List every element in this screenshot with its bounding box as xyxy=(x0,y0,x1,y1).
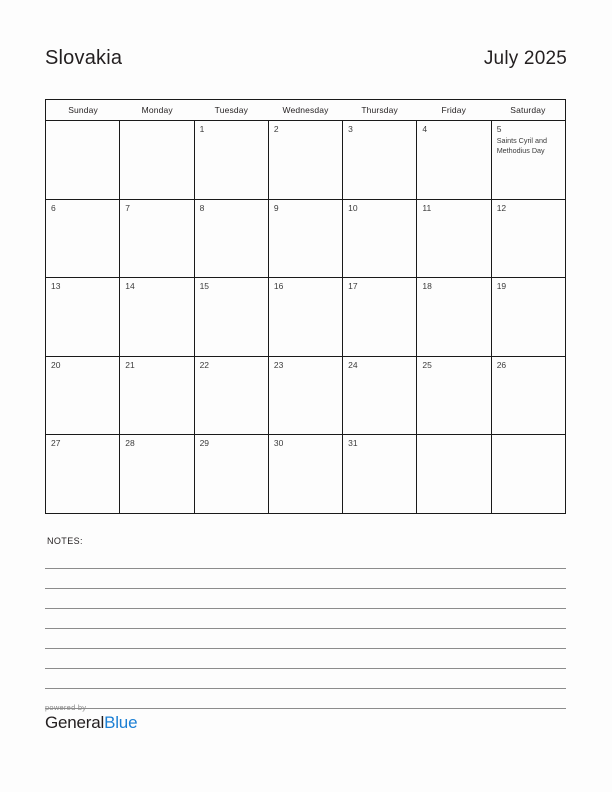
calendar-week-row xyxy=(46,435,565,513)
weekday-label: Wednesday xyxy=(282,105,329,115)
day-event-label: Saints Cyril and Methodius Day xyxy=(496,135,548,155)
day-number: 21 xyxy=(125,359,135,370)
weekday-label: Tuesday xyxy=(214,105,249,115)
calendar-week-row xyxy=(46,121,565,200)
day-number: 12 xyxy=(496,202,507,213)
day-number: 10 xyxy=(348,202,358,213)
day-number: 30 xyxy=(273,438,284,448)
calendar-day-cell[interactable] xyxy=(269,121,343,199)
notes-line[interactable] xyxy=(45,549,566,569)
calendar-day-cell[interactable] xyxy=(343,200,417,278)
day-number: 20 xyxy=(51,359,61,370)
calendar-day-cell[interactable] xyxy=(417,357,491,435)
calendar-day-cell[interactable] xyxy=(46,357,120,435)
day-number: 13 xyxy=(51,281,61,291)
calendar-week-row xyxy=(46,200,565,279)
day-number: 17 xyxy=(348,281,358,291)
calendar-day-cell[interactable] xyxy=(269,357,343,435)
calendar-day-cell-holiday[interactable] xyxy=(492,121,565,199)
weekday-header-wednesday xyxy=(268,100,342,120)
weekday-label: Monday xyxy=(141,105,173,115)
day-number: 1 xyxy=(199,124,205,134)
calendar-day-cell[interactable] xyxy=(120,278,194,356)
weekday-header-row xyxy=(46,100,565,121)
calendar-day-cell[interactable] xyxy=(492,200,565,278)
calendar-location-title: Slovakia xyxy=(45,47,123,69)
day-number: 29 xyxy=(199,438,210,448)
day-number: 16 xyxy=(273,281,284,291)
calendar-day-cell[interactable] xyxy=(46,435,120,513)
calendar-day-cell[interactable] xyxy=(46,121,120,199)
footer-branding xyxy=(45,703,137,732)
day-number: 31 xyxy=(348,438,358,448)
day-number: 9 xyxy=(273,202,279,213)
day-number: 26 xyxy=(496,359,507,370)
calendar-day-cell[interactable] xyxy=(195,278,269,356)
calendar-day-cell[interactable] xyxy=(343,121,417,199)
calendar-day-cell[interactable] xyxy=(195,121,269,199)
weekday-header-sunday xyxy=(46,100,120,120)
calendar-day-cell[interactable] xyxy=(120,357,194,435)
weekday-label: Thursday xyxy=(361,105,398,115)
weekday-header-monday xyxy=(120,100,194,120)
day-number: 27 xyxy=(51,438,61,448)
weekday-label: Friday xyxy=(441,105,467,115)
calendar-day-cell[interactable] xyxy=(417,435,491,513)
calendar-day-cell[interactable] xyxy=(343,278,417,356)
day-number: 23 xyxy=(273,359,284,370)
calendar-day-cell[interactable] xyxy=(269,278,343,356)
notes-line[interactable] xyxy=(45,649,566,669)
calendar-day-cell[interactable] xyxy=(46,200,120,278)
day-number: 25 xyxy=(422,359,432,370)
calendar-day-cell[interactable] xyxy=(269,200,343,278)
page-header xyxy=(45,48,567,86)
day-number: 19 xyxy=(496,281,507,291)
calendar-day-cell[interactable] xyxy=(46,278,120,356)
powered-by-label: powered by xyxy=(45,703,87,712)
day-number: 4 xyxy=(422,124,428,134)
calendar-day-cell[interactable] xyxy=(492,357,565,435)
calendar-day-cell[interactable] xyxy=(195,357,269,435)
notes-label: NOTES: xyxy=(47,536,83,546)
day-number: 7 xyxy=(125,202,131,213)
notes-lines xyxy=(45,549,566,709)
notes-section xyxy=(45,536,566,709)
notes-line[interactable] xyxy=(45,609,566,629)
calendar-day-cell[interactable] xyxy=(195,200,269,278)
calendar-day-cell[interactable] xyxy=(120,435,194,513)
calendar-day-cell[interactable] xyxy=(492,435,565,513)
generalblue-logo[interactable] xyxy=(45,714,137,732)
day-number: 28 xyxy=(125,438,135,448)
calendar-week-row xyxy=(46,278,565,357)
weekday-label: Saturday xyxy=(510,105,546,115)
notes-line[interactable] xyxy=(45,589,566,609)
weekday-label: Sunday xyxy=(68,105,98,115)
weekday-header-thursday xyxy=(343,100,417,120)
weekday-header-saturday xyxy=(491,100,565,120)
brand-name-second: Blue xyxy=(104,713,138,732)
day-number: 6 xyxy=(51,202,56,213)
calendar-day-cell[interactable] xyxy=(417,200,491,278)
notes-line[interactable] xyxy=(45,669,566,689)
day-number: 14 xyxy=(125,281,135,291)
notes-line[interactable] xyxy=(45,569,566,589)
weekday-header-friday xyxy=(417,100,491,120)
weekday-header-tuesday xyxy=(194,100,268,120)
calendar-day-cell[interactable] xyxy=(417,121,491,199)
day-number: 8 xyxy=(199,202,205,213)
calendar-day-cell[interactable] xyxy=(417,278,491,356)
calendar-day-cell[interactable] xyxy=(195,435,269,513)
calendar-day-cell[interactable] xyxy=(120,121,194,199)
day-number: 24 xyxy=(348,359,358,370)
day-number: 5 xyxy=(496,124,502,134)
day-number: 11 xyxy=(422,202,432,213)
calendar-day-cell[interactable] xyxy=(269,435,343,513)
day-number: 22 xyxy=(199,359,210,370)
calendar-week-row xyxy=(46,357,565,436)
calendar-grid xyxy=(45,99,566,514)
brand-name-first: General xyxy=(45,713,105,732)
calendar-day-cell[interactable] xyxy=(343,435,417,513)
day-number: 18 xyxy=(422,281,432,291)
day-number: 2 xyxy=(273,124,279,134)
calendar-day-cell[interactable] xyxy=(492,278,565,356)
calendar-month-year-title: July 2025 xyxy=(483,48,567,69)
notes-line[interactable] xyxy=(45,629,566,649)
day-number: 3 xyxy=(348,124,353,134)
calendar-day-cell[interactable] xyxy=(343,357,417,435)
calendar-day-cell[interactable] xyxy=(120,200,194,278)
day-number: 15 xyxy=(199,281,210,291)
